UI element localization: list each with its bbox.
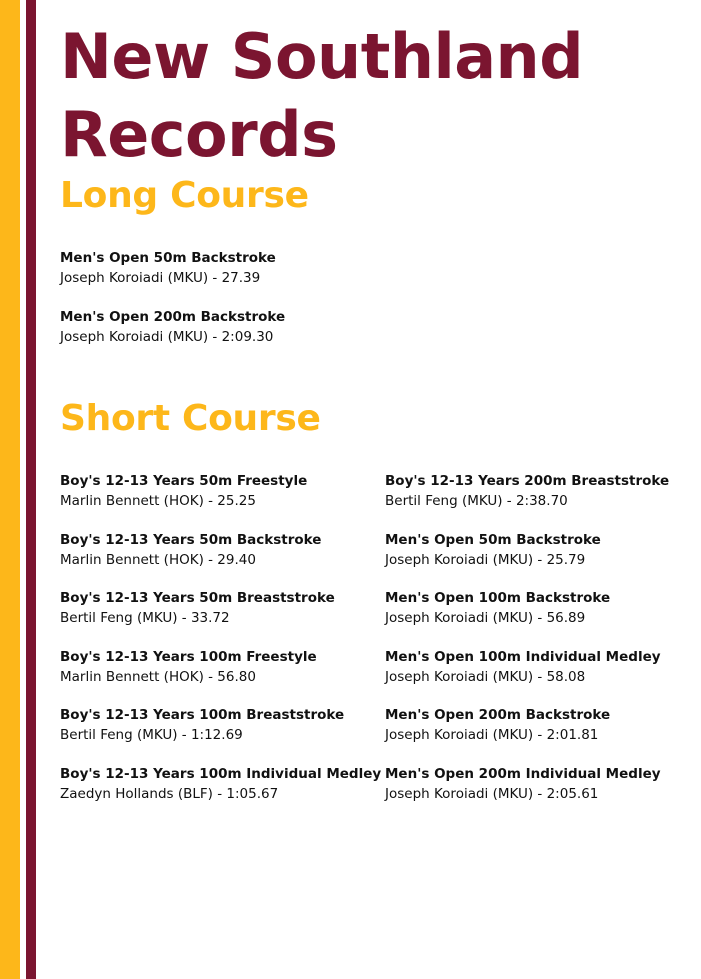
record-holder: Joseph Koroiadi (MKU) - 56.89 <box>385 610 586 626</box>
record-item <box>385 588 680 647</box>
record-event: Men's Open 50m Backstroke <box>385 531 601 548</box>
record-holder: Joseph Koroiadi (MKU) - 58.08 <box>385 668 586 685</box>
record-holder: Marlin Bennett (HOK) - 56.80 <box>60 668 256 685</box>
record-event: Men's Open 100m Backstroke <box>385 590 611 606</box>
record-item <box>60 471 385 530</box>
record-item <box>60 248 680 307</box>
record-event: Boy's 12-13 Years 100m Breaststroke <box>60 707 345 723</box>
record-item <box>60 588 385 647</box>
record-holder: Bertil Feng (MKU) - 33.72 <box>60 610 230 626</box>
record-item <box>60 307 680 366</box>
record-item <box>385 764 680 823</box>
record-item <box>385 705 680 764</box>
record-event: Boy's 12-13 Years 50m Backstroke <box>60 531 322 548</box>
record-item <box>385 647 680 706</box>
record-holder: Bertil Feng (MKU) - 1:12.69 <box>60 727 243 743</box>
record-item <box>385 471 680 530</box>
page-content <box>60 18 680 822</box>
record-item <box>385 530 680 589</box>
record-holder: Joseph Koroiadi (MKU) - 27.39 <box>60 270 261 286</box>
record-holder: Marlin Bennett (HOK) - 25.25 <box>60 493 256 509</box>
record-item <box>60 647 385 706</box>
record-item <box>60 764 385 823</box>
record-event: Men's Open 200m Backstroke <box>60 308 286 325</box>
short-course-records <box>60 471 680 822</box>
record-event: Boy's 12-13 Years 50m Freestyle <box>60 473 308 489</box>
record-event: Boy's 12-13 Years 50m Breaststroke <box>60 590 335 606</box>
record-holder: Joseph Koroiadi (MKU) - 2:05.61 <box>385 785 599 802</box>
page-title: New Southland Records <box>60 20 584 171</box>
record-event: Men's Open 100m Individual Medley <box>385 648 661 665</box>
record-event: Men's Open 200m Individual Medley <box>385 765 661 782</box>
long-course-records <box>60 248 680 365</box>
record-holder: Joseph Koroiadi (MKU) - 2:09.30 <box>60 328 274 345</box>
gold-side-stripe <box>0 0 20 979</box>
record-event: Men's Open 200m Backstroke <box>385 707 611 723</box>
record-holder: Joseph Koroiadi (MKU) - 2:01.81 <box>385 727 599 743</box>
short-course-heading: Short Course <box>60 398 321 439</box>
record-event: Men's Open 50m Backstroke <box>60 250 276 266</box>
maroon-side-stripe <box>26 0 36 979</box>
record-holder: Zaedyn Hollands (BLF) - 1:05.67 <box>60 785 279 802</box>
record-event: Boy's 12-13 Years 200m Breaststroke <box>385 473 670 489</box>
record-holder: Joseph Koroiadi (MKU) - 25.79 <box>385 551 586 568</box>
record-item <box>60 705 385 764</box>
record-event: Boy's 12-13 Years 100m Individual Medley <box>60 765 382 782</box>
record-item <box>60 530 385 589</box>
short-course-right-column <box>385 471 680 822</box>
record-event: Boy's 12-13 Years 100m Freestyle <box>60 648 317 665</box>
long-course-heading: Long Course <box>60 175 309 216</box>
record-holder: Marlin Bennett (HOK) - 29.40 <box>60 551 256 568</box>
short-course-left-column <box>60 471 385 822</box>
record-holder: Bertil Feng (MKU) - 2:38.70 <box>385 493 568 509</box>
